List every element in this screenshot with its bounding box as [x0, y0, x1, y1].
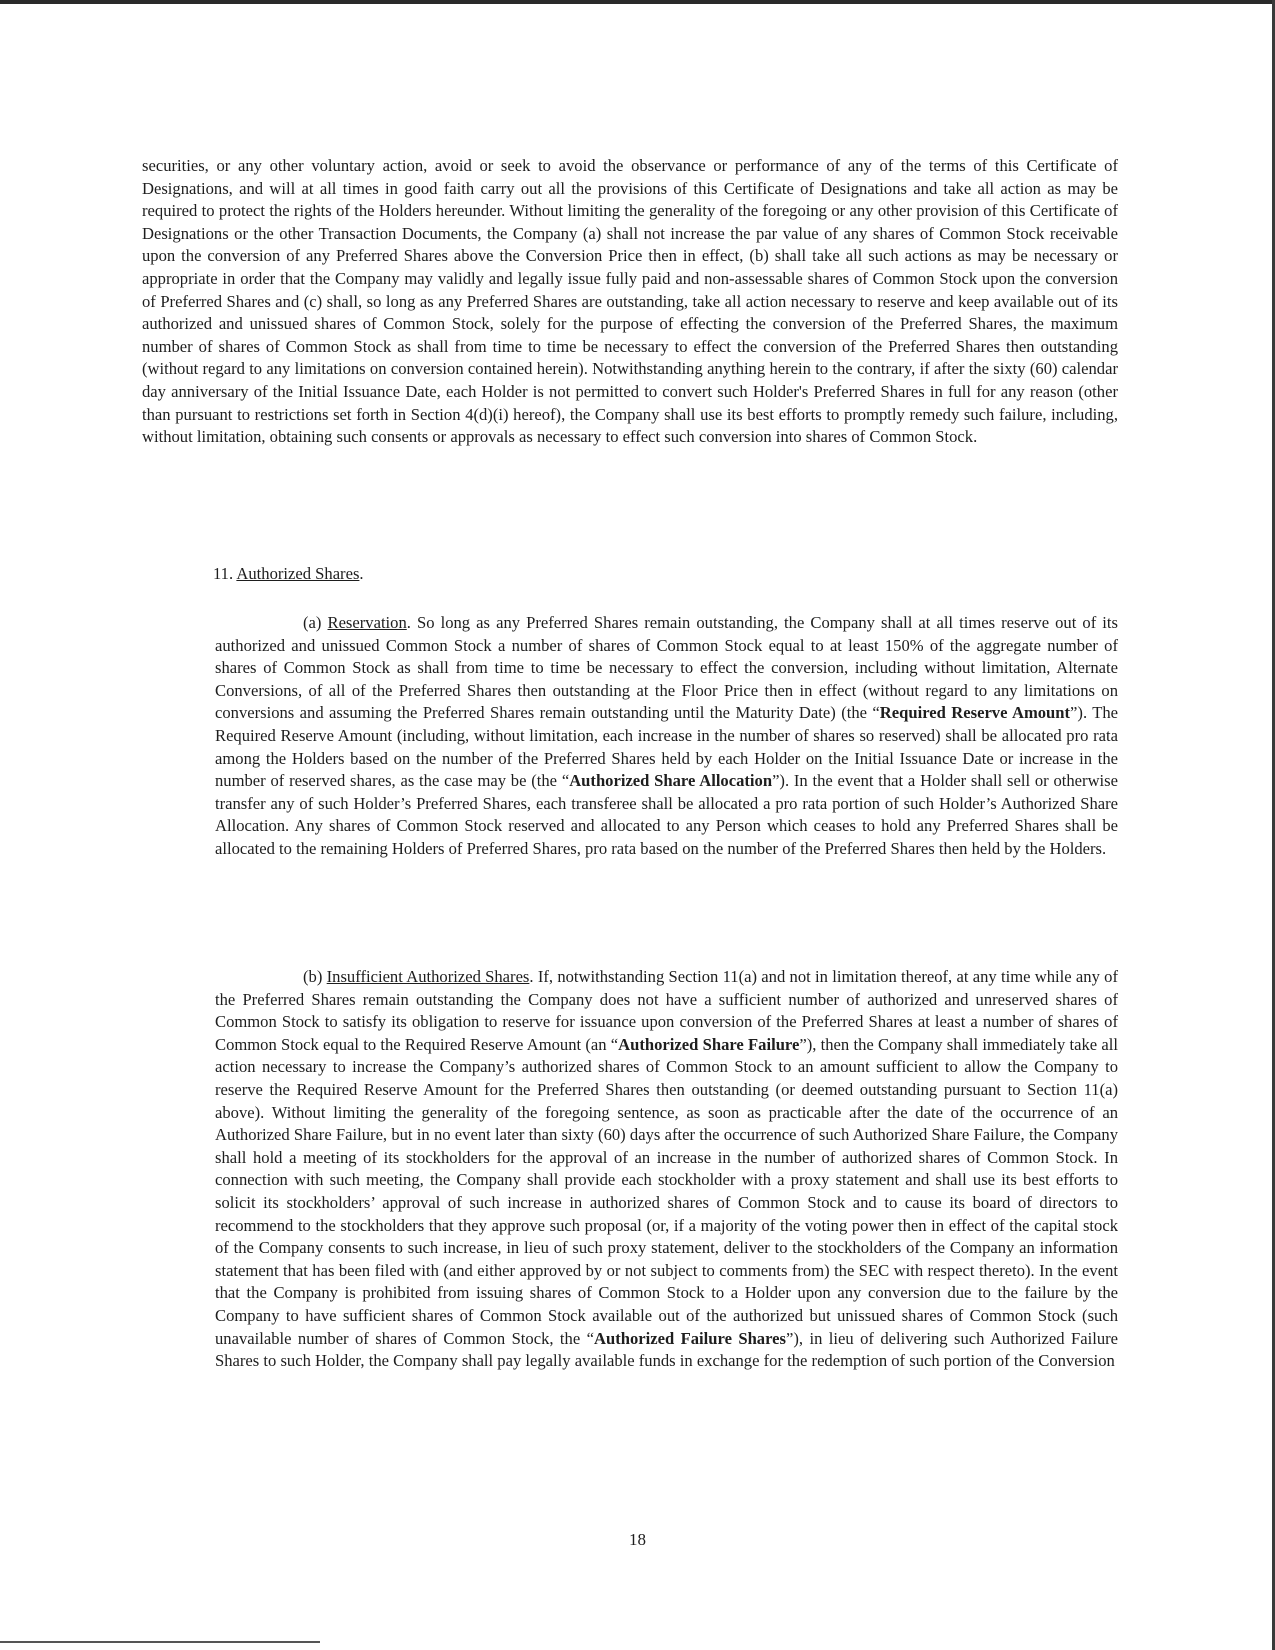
section-11a-title: Reservation [327, 613, 407, 632]
defined-term-authorized-share-failure: Authorized Share Failure [618, 1034, 800, 1054]
section-11b-paragraph: (b) Insufficient Authorized Shares. If, notwithstanding Section 11(a) and not in limitation thereof, at any time while any of the Preferred Shares remain outstanding the Company does not have a sufficient number of authorized and unreserved shares of Common Stock to satisfy its obligation to reserve for issuance upon conversion of the Preferred Shares at least a number of shares of Common Stock equal to the Required Reserve Amount (an “Authorized Share Failure”), then the Company shall immediately take all action necessary to increase the Company’s authorized shares of Common Stock to an amount sufficient to allow the Company to reserve the Required Reserve Amount for the Preferred Shares then outstanding (or deemed outstanding pursuant to Section 11(a) above). Without limiting the generality of the foregoing sentence, as soon as practicable after the date of the occurrence of an Authorized Share Failure, but in no event later than sixty (60) days after the occurrence of such Authorized Share Failure, the Company shall hold a meeting of its stockholders for the approval of an increase in the number of authorized shares of Common Stock. In connection with such meeting, the Company shall provide each stockholder with a proxy statement and shall use its best efforts to solicit its stockholders’ approval of such increase in authorized shares of Common Stock and to cause its board of directors to recommend to the stockholders that they approve such proposal (or, if a majority of the voting power then in effect of the capital stock of the Company consents to such increase, in lieu of such proxy statement, deliver to the stockholders of the Company an information statement that has been filed with (and either approved by or not subject to comments from) the SEC with respect thereto). In the event that the Company is prohibited from issuing shares of Common Stock to a Holder upon any conversion due to the failure by the Company to have sufficient shares of Common Stock available out of the authorized but unissued shares of Common Stock (such unavailable number of shares of Common Stock, the “Authorized Failure Shares”), in lieu of delivering such Authorized Failure Shares to such Holder, the Company shall pay legally available funds in exchange for the redemption of such portion of the Conversion [215, 967, 1119, 1371]
section-11a-label: (a) [303, 613, 322, 632]
paragraph-continuation-text: securities, or any other voluntary action, avoid or seek to avoid the observance or performance of any of the terms of this Certificate of Designations, and will at all times in good faith carry out all the provisions of this Certificate of Designations and take all action as may be required to protect the rights of the Holders hereunder. Without limiting the generality of the foregoing or any other provision of this Certificate of Designations or the other Transaction Documents, the Company (a) shall not increase the par value of any shares of Common Stock receivable upon the conversion of any Preferred Shares above the Conversion Price then in effect, (b) shall take all such actions as may be necessary or appropriate in order that the Company may validly and legally issue fully paid and non-assessable shares of Common Stock upon the conversion of Preferred Shares and (c) shall, so long as any Preferred Shares are outstanding, take all action necessary to reserve and keep available out of its authorized and unissued shares of Common Stock, solely for the purpose of effecting the conversion of the Preferred Shares, the maximum number of shares of Common Stock as shall from time to time be necessary to effect the conversion of the Preferred Shares then outstanding (without regard to any limitations on conversion contained herein). Notwithstanding anything herein to the contrary, if after the sixty (60) calendar day anniversary of the Initial Issuance Date, each Holder is not permitted to convert such Holder's Preferred Shares in full for any reason (other than pursuant to restrictions set forth in Section 4(d)(i) hereof), the Company shall use its best efforts to promptly remedy such failure, including, without limitation, obtaining such consents or approvals as necessary to effect such conversion into shares of Common Stock. [142, 156, 1118, 447]
section-11-number: 11. [213, 564, 234, 583]
section-11a-text-2: ”). The Required Reserve Amount (including, without limitation, each increase in the number of shares so reserved) shall be allocated pro rata among the Holders based on the number of the Preferred Shares held by each Holder on the Initial Issuance Date or increase in the number of reserved shares, as the case may be (the “ [215, 703, 1118, 791]
paragraph-continuation [142, 155, 1118, 449]
section-11b-label: (b) [303, 967, 323, 986]
section-11b-text-3: ”), in lieu of delivering such Authorized Failure Shares to such Holder, the Company shall pay legally available funds in exchange for the redemption of such portion of the Conversion [215, 1328, 1119, 1371]
top-edge-rule [0, 0, 1275, 4]
defined-term-required-reserve-amount: Required Reserve Amount [879, 703, 1071, 723]
bottom-edge-rule [0, 1641, 320, 1643]
section-11b-title: Insufficient Authorized Shares [326, 967, 530, 986]
section-11-title: Authorized Shares [236, 564, 360, 583]
section-11b-text-2: ”), then the Company shall immediately take all action necessary to increase the Company’s authorized shares of Common Stock to an amount sufficient to allow the Company to reserve the Required Reserve Amount for the Preferred Shares then outstanding (or deemed outstanding pursuant to Section 11(a) above). Without limiting the generality of the foregoing sentence, as soon as practicable after the date of the occurrence of an Authorized Share Failure, but in no event later than sixty (60) days after the occurrence of such Authorized Share Failure, the Company shall hold a meeting of its stockholders for the approval of an increase in the number of authorized shares of Common Stock. In connection with such meeting, the Company shall provide each stockholder with a proxy statement and shall use its best efforts to solicit its stockholders’ approval of such increase in authorized shares of Common Stock and to cause its board of directors to recommend to the stockholders that they approve such proposal (or, if a majority of the voting power then in effect of the capital stock of the Company consents to such increase, in lieu of such proxy statement, deliver to the stockholders of the Company an information statement that has been filed with (and either approved by or not subject to comments from) the SEC with respect thereto). In the event that the Company is prohibited from issuing shares of Common Stock to a Holder upon any conversion due to the failure by the Company to have sufficient shares of Common Stock available out of the authorized but unissued shares of Common Stock (such unavailable number of shares of Common Stock, the “ [215, 1034, 1118, 1348]
section-11a-text-1: So long as any Preferred Shares remain outstanding, the Company shall at all times reserve out of its authorized and unissued Common Stock a number of shares of Common Stock equal to at least 150% of the aggregate number of shares of Common Stock as shall from time to time be necessary to effect the conversion, including without limitation, Alternate Conversions, of all of the Preferred Shares then outstanding at the Floor Price then in effect (without regard to any limitations on conversions and assuming the Preferred Shares remain outstanding until the Maturity Date) (the “ [215, 613, 1118, 723]
page-number: 18 [629, 1530, 646, 1549]
defined-term-authorized-failure-shares: Authorized Failure Shares [594, 1328, 786, 1348]
section-11-heading: 11. Authorized Shares. [213, 564, 364, 583]
defined-term-authorized-share-allocation: Authorized Share Allocation [569, 771, 773, 791]
section-11a-text-3: ”). In the event that a Holder shall sell or otherwise transfer any of such Holder’s Preferred Shares, each transferee shall be allocated a pro rata portion of such Holder’s Authorized Share Allocation. Any shares of Common Stock reserved and allocated to any Person which ceases to hold any Preferred Shares shall be allocated to the remaining Holders of Preferred Shares, pro rata based on the number of the Preferred Shares then held by the Holders. [215, 771, 1118, 858]
section-11b-text-1: If, notwithstanding Section 11(a) and not in limitation thereof, at any time while any of the Preferred Shares remain outstanding the Company does not have a sufficient number of authorized and unreserved shares of Common Stock to satisfy its obligation to reserve for issuance upon conversion of the Preferred Shares at least a number of shares of Common Stock equal to the Required Reserve Amount (an “ [215, 967, 1118, 1054]
section-11a-paragraph: (a) Reservation. So long as any Preferred Shares remain outstanding, the Company shall at all times reserve out of its authorized and unissued Common Stock a number of shares of Common Stock equal to at least 150% of the aggregate number of shares of Common Stock as shall from time to time be necessary to effect the conversion, including without limitation, Alternate Conversions, of all of the Preferred Shares then outstanding at the Floor Price then in effect (without regard to any limitations on conversions and assuming the Preferred Shares remain outstanding until the Maturity Date) (the “Required Reserve Amount”). The Required Reserve Amount (including, without limitation, each increase in the number of shares so reserved) shall be allocated pro rata among the Holders based on the number of the Preferred Shares held by each Holder on the Initial Issuance Date or increase in the number of reserved shares, as the case may be (the “Authorized Share Allocation”). In the event that a Holder shall sell or otherwise transfer any of such Holder’s Preferred Shares, each transferee shall be allocated a pro rata portion of such Holder’s Authorized Share Allocation. Any shares of Common Stock reserved and allocated to any Person which ceases to hold any Preferred Shares shall be allocated to the remaining Holders of Preferred Shares, pro rata based on the number of the Preferred Shares then held by the Holders. [215, 613, 1118, 858]
